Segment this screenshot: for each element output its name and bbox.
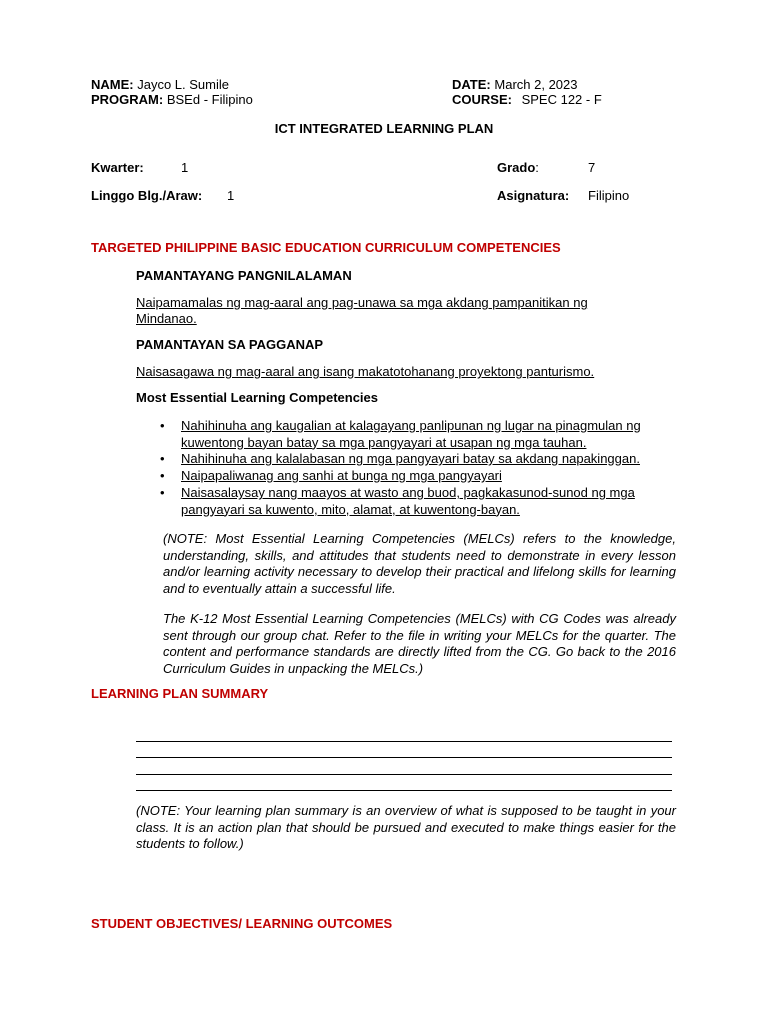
- summary-blank-line[interactable]: [136, 757, 672, 758]
- date-label: DATE:: [452, 77, 491, 92]
- bullet-icon: •: [160, 468, 165, 483]
- course-label: COURSE:: [452, 92, 512, 107]
- competencies-heading: TARGETED PHILIPPINE BASIC EDUCATION CURRICULUM COMPETENCIES: [91, 240, 561, 255]
- performance-standard-text: Naisasagawa ng mag-aaral ang isang makatotohanang proyektong panturismo.: [136, 364, 595, 379]
- course-row: [452, 92, 602, 107]
- name-row: [91, 77, 229, 92]
- bullet-icon: •: [160, 451, 165, 466]
- melc-title: Most Essential Learning Competencies: [136, 390, 379, 405]
- page-title: ICT INTEGRATED LEARNING PLAN: [274, 121, 494, 136]
- summary-note: (NOTE: Your learning plan summary is an overview of what is supposed to be taught in your class. It is an action plan that should be pursued and executed to make things easier for the students to follow.): [136, 803, 676, 851]
- melc-item-1: Nahihinuha ang kaugalian at kalagayang panlipunan ng lugar na pinagmulan ng kuwentong bayan batay sa mga pangyayari at usapan ng mga tauhan.: [181, 418, 641, 450]
- melc-item-2: Nahihinuha ang kalalabasan ng mga pangyayari batay sa akdang napakinggan.: [181, 451, 640, 466]
- asignatura-value: Filipino: [588, 188, 630, 203]
- objectives-heading: STUDENT OBJECTIVES/ LEARNING OUTCOMES: [91, 916, 393, 931]
- melc-item-3: Naipapaliwanag ang sanhi at bunga ng mga pangyayari: [181, 468, 502, 483]
- asignatura-label: Asignatura:: [497, 188, 570, 203]
- grado-label-group: [497, 160, 539, 175]
- grado-colon: :: [535, 160, 539, 175]
- summary-blank-line[interactable]: [136, 741, 672, 742]
- name-value: Jayco L. Sumile: [137, 77, 229, 92]
- summary-heading: LEARNING PLAN SUMMARY: [91, 686, 269, 701]
- grado-label: Grado: [497, 160, 536, 175]
- bullet-icon: •: [160, 485, 165, 500]
- date-value: March 2, 2023: [494, 77, 578, 92]
- linggo-value: 1: [227, 188, 235, 203]
- date-row: [452, 77, 578, 92]
- performance-standard-title: PAMANTAYAN SA PAGGANAP: [136, 337, 324, 352]
- content-standard-title: PAMANTAYANG PANGNILALAMAN: [136, 268, 352, 283]
- melc-note-2: The K-12 Most Essential Learning Competencies (MELCs) with CG Codes was already sent through our group chat. Refer to the file in writing your MELCs for the quarter. The content and performance standards are directly lifted from the CG. Go back to the 2016 Curriculum Guides in unpacking the MELCs.): [163, 611, 676, 676]
- name-label: NAME:: [91, 77, 134, 92]
- content-standard-line2: Mindanao.: [136, 311, 197, 326]
- summary-blank-line[interactable]: [136, 790, 672, 791]
- melc-note-1: (NOTE: Most Essential Learning Competencies (MELCs) refers to the knowledge, understanding, skills, and attitudes that students need to demonstrate in every lesson and/or learning activity necessary to develop their practical and lifelong skills for learning and to eventually attain a successful life.: [163, 531, 676, 596]
- kwarter-label: Kwarter:: [91, 160, 144, 175]
- grado-value: 7: [588, 160, 596, 175]
- linggo-label: Linggo Blg./Araw:: [91, 188, 203, 203]
- program-row: [91, 92, 253, 107]
- program-label: PROGRAM:: [91, 92, 164, 107]
- summary-blank-line[interactable]: [136, 774, 672, 775]
- melc-item-4: Naisasalaysay nang maayos at wasto ang buod, pagkakasunod-sunod ng mga pangyayari sa kuwento, mito, alamat, at kuwentong-bayan.: [181, 485, 635, 517]
- course-value: SPEC 122 - F: [521, 92, 602, 107]
- bullet-icon: •: [160, 418, 165, 433]
- kwarter-value: 1: [181, 160, 189, 175]
- program-value: BSEd - Filipino: [166, 92, 253, 107]
- content-standard-line1: Naipamamalas ng mag-aaral ang pag-unawa sa mga akdang pampanitikan ng: [136, 295, 588, 310]
